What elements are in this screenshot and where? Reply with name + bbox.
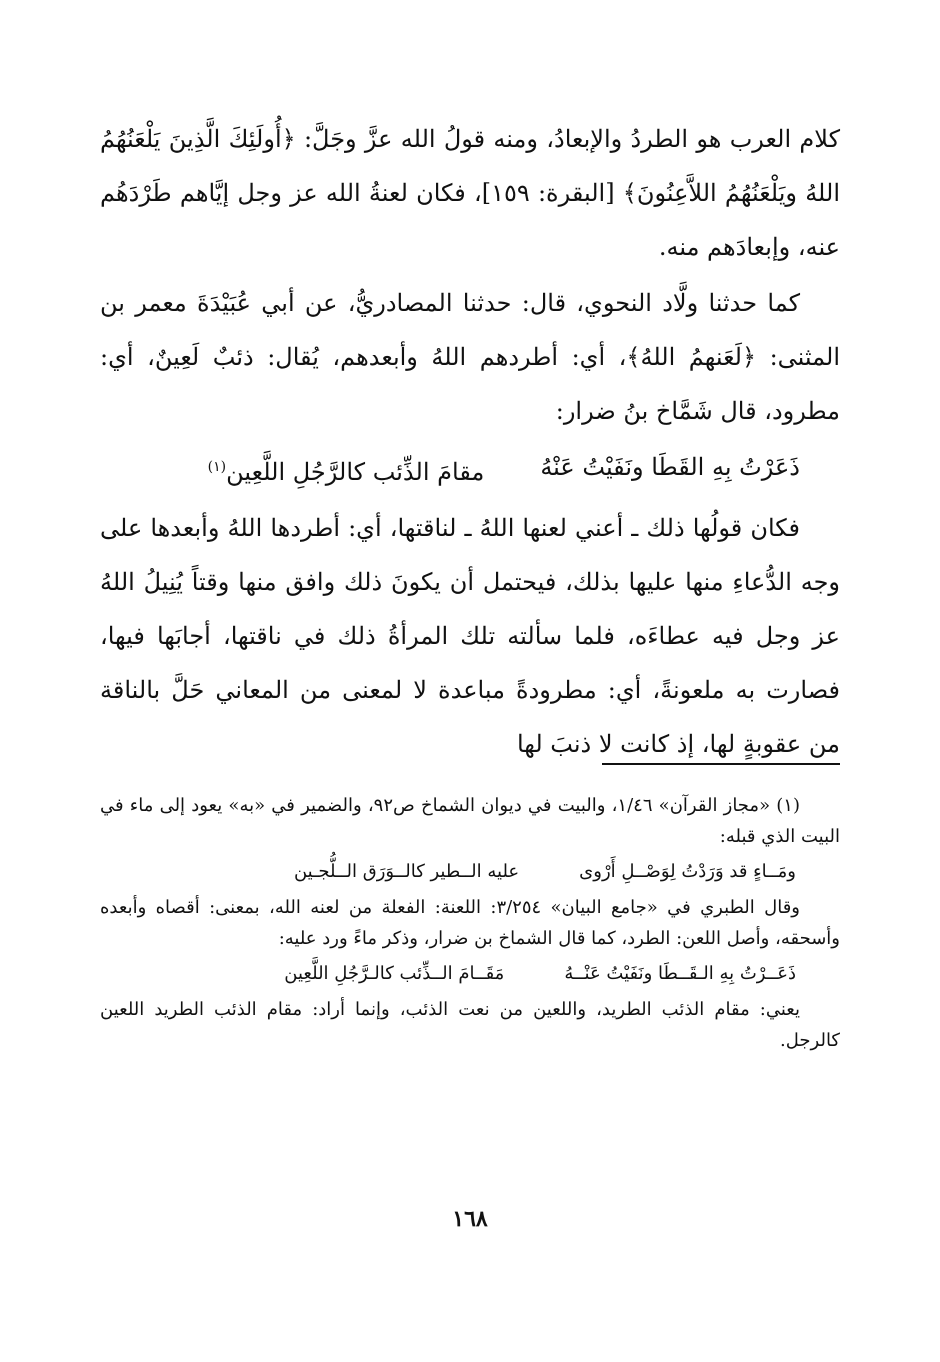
- footnote-verse-a-second: عليه الــطير كالــوَرَق الــلُّجـين: [293, 861, 520, 882]
- verse-first-hemistich: ذَعَرْتُ بِهِ القَطَا ونَفَيْتُ عَنْهُ: [540, 453, 800, 481]
- verse-second-text: مقامَ الذِّئب كالرَّجُلِ اللَّعِين: [226, 458, 485, 486]
- verse-gap: [504, 954, 564, 994]
- verse-gap: [484, 440, 540, 499]
- footnote-mark: (١): [207, 459, 227, 475]
- paragraph-1: كلام العرب هو الطردُ والإبعادُ، ومنه قولُ الله عزَّ وجَلَّ: ﴿أُولَئِكَ الَّذِينَ يَلْعَنُهُمُ اللهُ ويَلْعَنُهُمُ اللاَّعِنُونَ﴾ [البقرة: ١٥٩]، فكان لعنةُ الله عز وجل إيَّاهم طَرْدَهُم عنه، وإبعادَهم منه.: [100, 125, 840, 261]
- verse-gap: [519, 852, 579, 892]
- footnotes: [100, 790, 840, 1056]
- footnote-verse-b-second: مَقَــامَ الــذِّئب كالـرَّجُلِ اللَّعِين: [284, 963, 505, 984]
- footnote-verse-b-first: ذَعَــرْتُ بِهِ الـقَــطَا ونَفَيْتُ عَنْــهُ: [564, 963, 796, 984]
- poem-verse: [100, 440, 840, 499]
- footnote-1-explanation: يعني: مقام الذئب الطريد، واللعين من نعت الذئب، وإنما أراد: مقام الذئب الطريد اللعين كالرجل.: [100, 999, 840, 1051]
- footnote-verse-b: [100, 954, 840, 994]
- paragraph-2: كما حدثنا ولَّاد النحوي، قال: حدثنا المصادريُّ، عن أبي عُبَيْدَةَ معمر بن المثنى: ﴿لَعَنهمُ اللهُ﴾، أي: أطردهم اللهُ وأبعدهم، يُقال: ذئبٌ لَعِينٌ، أي: مطرود، قال شَمَّاخ بنُ ضرار:: [100, 289, 840, 425]
- footnote-1-tabari: وقال الطبري في «جامع البيان» ٣/٢٥٤: اللعنة: الفعلة من لعنه الله، بمعنى: أقصاه وأبعده وأسحقه، وأصل اللعن: الطرد، كما قال الشماخ بن ضرار، وذكر ماءً ورد عليه:: [100, 897, 840, 949]
- main-text: [100, 112, 840, 771]
- page-number: ١٦٨: [452, 1206, 488, 1232]
- footnote-1-intro: (١) «مجاز القرآن» ١/٤٦، والبيت في ديوان الشماخ ص٩٢، والضمير في «به» يعود إلى ماء في البيت الذي قبله:: [100, 795, 840, 847]
- footnote-verse-a: [100, 852, 840, 892]
- paragraph-3: فكان قولُها ذلك ـ أعني لعنها اللهُ ـ لناقتها، أي: أطردها اللهُ وأبعدها على وجه الدُّعاءِ منها عليها بذلك، فيحتمل أن يكونَ ذلك وافق منها وقتاً يُنِيلُ اللهُ عز وجل فيه عطاءَه، فلما سألته تلك المرأةُ ذلك في ناقتها، أجابَها فيها، فصارت به ملعونةً، أي: مطرودةً مباعدة لا لمعنى من المعاني حَلَّ بالناقة من عقوبةٍ لها، إذ كانت لا ذنبَ لها: [100, 514, 840, 758]
- footnote-verse-a-first: ومَــاءٍ قد وَرَدْتُ لِوَصْــلِ أَرْوى: [579, 861, 796, 882]
- verse-second-hemistich: [208, 440, 485, 499]
- footnote-separator: [602, 763, 840, 765]
